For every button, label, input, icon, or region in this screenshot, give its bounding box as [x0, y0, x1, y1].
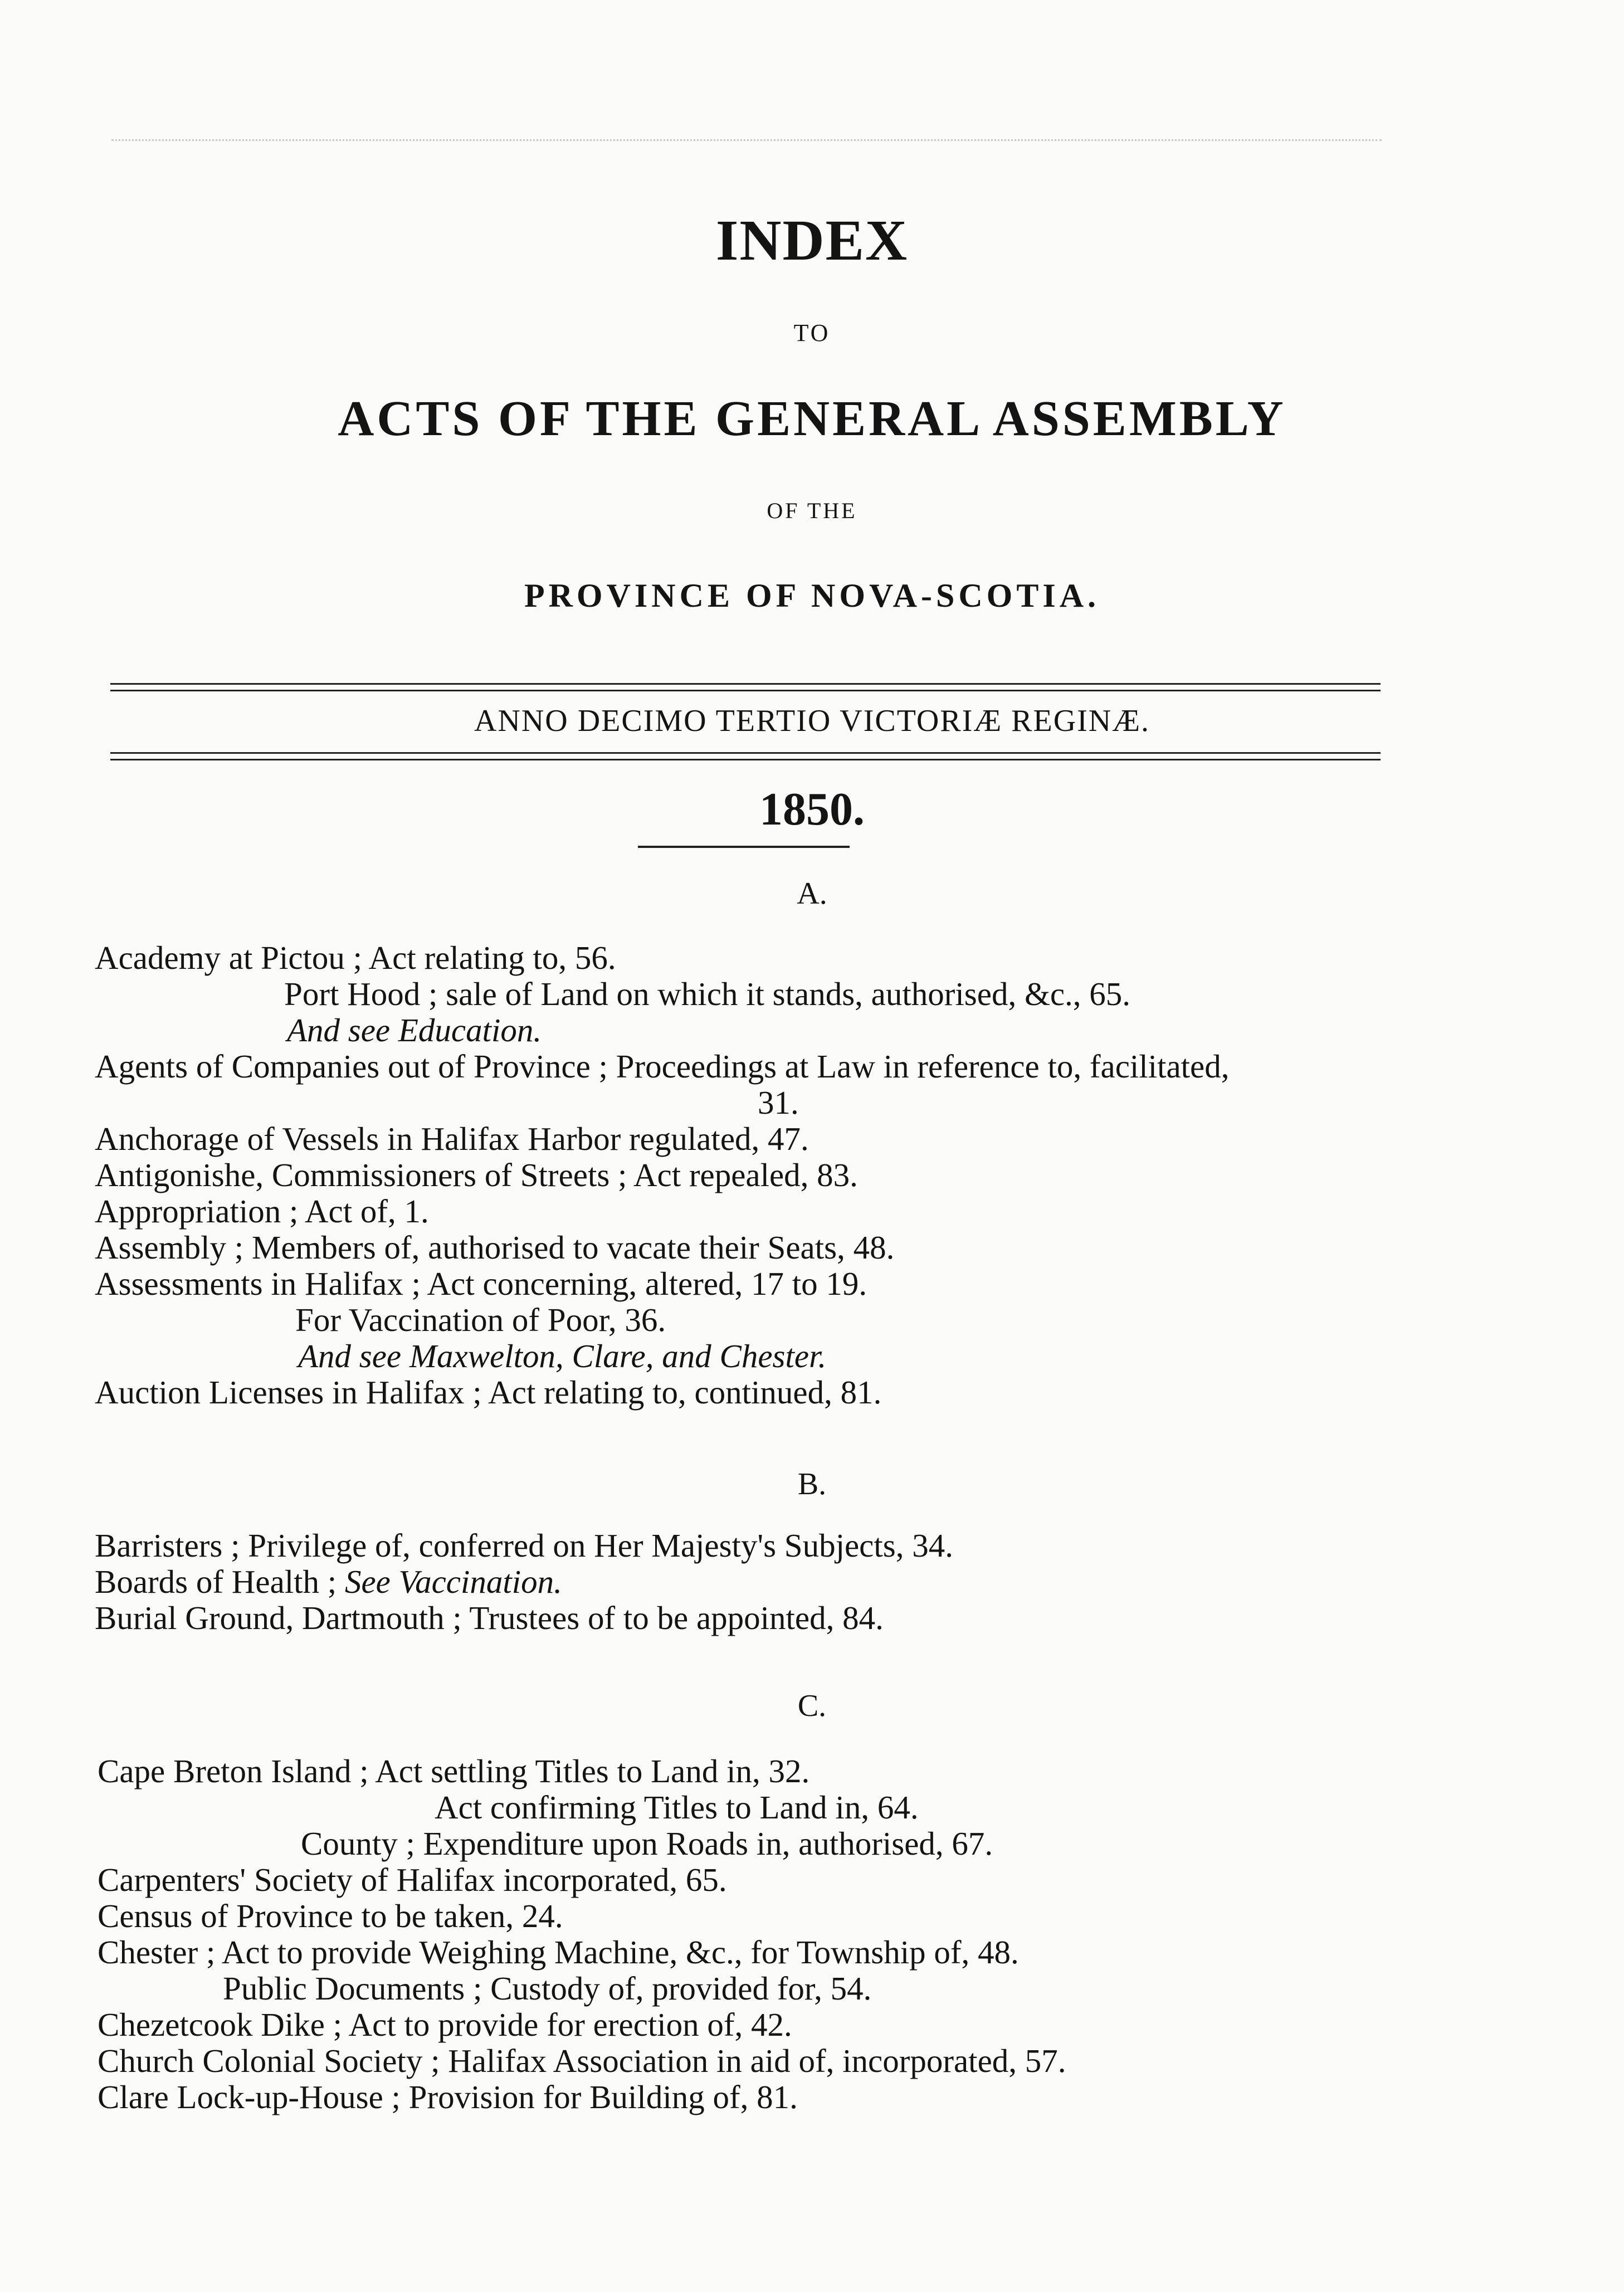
index-entry: Public Documents ; Custody of, provided for, 54.: [223, 1970, 872, 2007]
section-letter-c: C.: [797, 1689, 827, 1723]
title-of-the: OF THE: [767, 498, 857, 523]
index-entry: Church Colonial Society ; Halifax Association in aid of, incorporated, 57.: [97, 2042, 1066, 2079]
year-underline: [638, 846, 850, 848]
index-entry: Census of Province to be taken, 24.: [97, 1898, 563, 1934]
index-entry: Cape Breton Island ; Act settling Titles to Land in, 32.: [97, 1753, 810, 1789]
index-entry: Academy at Pictou ; Act relating to, 56.: [95, 939, 616, 976]
index-entry-heading: Boards of Health ;: [95, 1563, 345, 1600]
index-cross-reference: And see Education.: [287, 1012, 542, 1049]
index-cross-reference: And see Maxwelton, Clare, and Chester.: [298, 1338, 827, 1374]
index-entry: Assessments in Halifax ; Act concerning, altered, 17 to 19.: [95, 1265, 867, 1302]
title-to: TO: [793, 319, 831, 347]
index-entry: Carpenters' Society of Halifax incorporated, 65.: [97, 1861, 727, 1898]
section-letter-a: A.: [797, 876, 827, 911]
top-dotted-rule: [111, 139, 1382, 141]
double-rule-top-1: [110, 683, 1381, 685]
double-rule-bottom-2: [110, 759, 1381, 760]
index-entry: Agents of Companies out of Province ; Proceedings at Law in reference to, facilitated,: [95, 1048, 1230, 1085]
index-entry: For Vaccination of Poor, 36.: [295, 1301, 666, 1338]
title-acts: ACTS OF THE GENERAL ASSEMBLY: [338, 391, 1286, 446]
index-entry: Antigonishe, Commissioners of Streets ; Act repealed, 83.: [95, 1157, 858, 1193]
page-title: INDEX: [715, 208, 909, 272]
index-entry: Chezetcook Dike ; Act to provide for erection of, 42.: [97, 2006, 792, 2043]
section-letter-b: B.: [797, 1467, 827, 1501]
index-entry: Chester ; Act to provide Weighing Machine, &c., for Township of, 48.: [97, 1934, 1019, 1971]
index-entry: Appropriation ; Act of, 1.: [95, 1193, 429, 1230]
index-entry: Barristers ; Privilege of, conferred on Her Majesty's Subjects, 34.: [95, 1527, 953, 1564]
anno-heading: ANNO DECIMO TERTIO VICTORIÆ REGINÆ.: [474, 704, 1150, 738]
index-entry: Clare Lock-up-House ; Provision for Building of, 81.: [97, 2079, 798, 2115]
year-heading: 1850.: [759, 783, 865, 835]
double-rule-bottom-1: [110, 752, 1381, 754]
index-cross-reference: See Vaccination.: [344, 1563, 562, 1600]
title-province: PROVINCE OF NOVA-SCOTIA.: [524, 577, 1100, 614]
index-entry: Assembly ; Members of, authorised to vacate their Seats, 48.: [95, 1229, 895, 1266]
index-entry: County ; Expenditure upon Roads in, authorised, 67.: [301, 1825, 993, 1862]
double-rule-top-2: [110, 690, 1381, 691]
index-entry: Port Hood ; sale of Land on which it stands, authorised, &c., 65.: [284, 976, 1131, 1012]
index-entry: Auction Licenses in Halifax ; Act relating to, continued, 81.: [95, 1374, 882, 1411]
index-entry-continuation: 31.: [758, 1084, 799, 1121]
index-entry: Act confirming Titles to Land in, 64.: [435, 1789, 919, 1826]
index-entry: Burial Ground, Dartmouth ; Trustees of to be appointed, 84.: [95, 1599, 884, 1636]
index-entry: [95, 1563, 562, 1600]
index-entry: Anchorage of Vessels in Halifax Harbor regulated, 47.: [95, 1120, 809, 1157]
